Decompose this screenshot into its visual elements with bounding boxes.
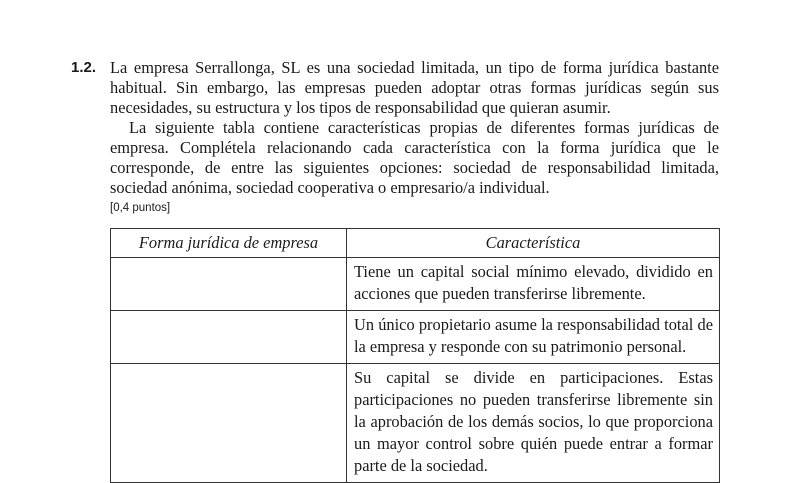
points-label: [0,4 puntos] (110, 202, 171, 214)
caracteristica-cell: Tiene un capital social mínimo elevado, dividido en acciones que pueden transferirse libremente. (347, 258, 720, 311)
table-row (111, 311, 720, 364)
forma-juridica-answer-cell[interactable] (111, 364, 347, 483)
question-number: 1.2. (71, 59, 97, 76)
forma-juridica-answer-cell[interactable] (111, 258, 347, 311)
header-forma-juridica: Forma jurídica de empresa (111, 229, 347, 258)
table-row (111, 258, 720, 311)
question-paragraph-2: La siguiente tabla contiene características propias de diferentes formas jurídicas de empresa. Complétela relacionando cada característica con la forma jurídica que le corresponde, de entre las siguientes opciones: sociedad de responsabilidad limitada, sociedad anónima, sociedad cooperativa o empresario/a individual. (110, 118, 719, 197)
question-paragraph-1: La empresa Serrallonga, SL es una sociedad limitada, un tipo de forma jurídica bastante habitual. Sin embargo, las empresas pueden adoptar otras formas jurídicas según sus necesidades, su estructura y los tipos de responsabilidad que quieran asumir. (110, 58, 719, 117)
legal-forms-table (110, 228, 720, 483)
table-header-row (111, 229, 720, 258)
question-text (110, 58, 719, 198)
caracteristica-cell: Un único propietario asume la responsabilidad total de la empresa y responde con su patrimonio personal. (347, 311, 720, 364)
caracteristica-cell: Su capital se divide en participaciones. Estas participaciones no pueden transferirse libremente sin la aprobación de los demás socios, lo que proporciona un mayor control sobre quién puede entrar a formar parte de la sociedad. (347, 364, 720, 483)
forma-juridica-answer-cell[interactable] (111, 311, 347, 364)
table-row (111, 364, 720, 483)
header-caracteristica: Característica (347, 229, 720, 258)
